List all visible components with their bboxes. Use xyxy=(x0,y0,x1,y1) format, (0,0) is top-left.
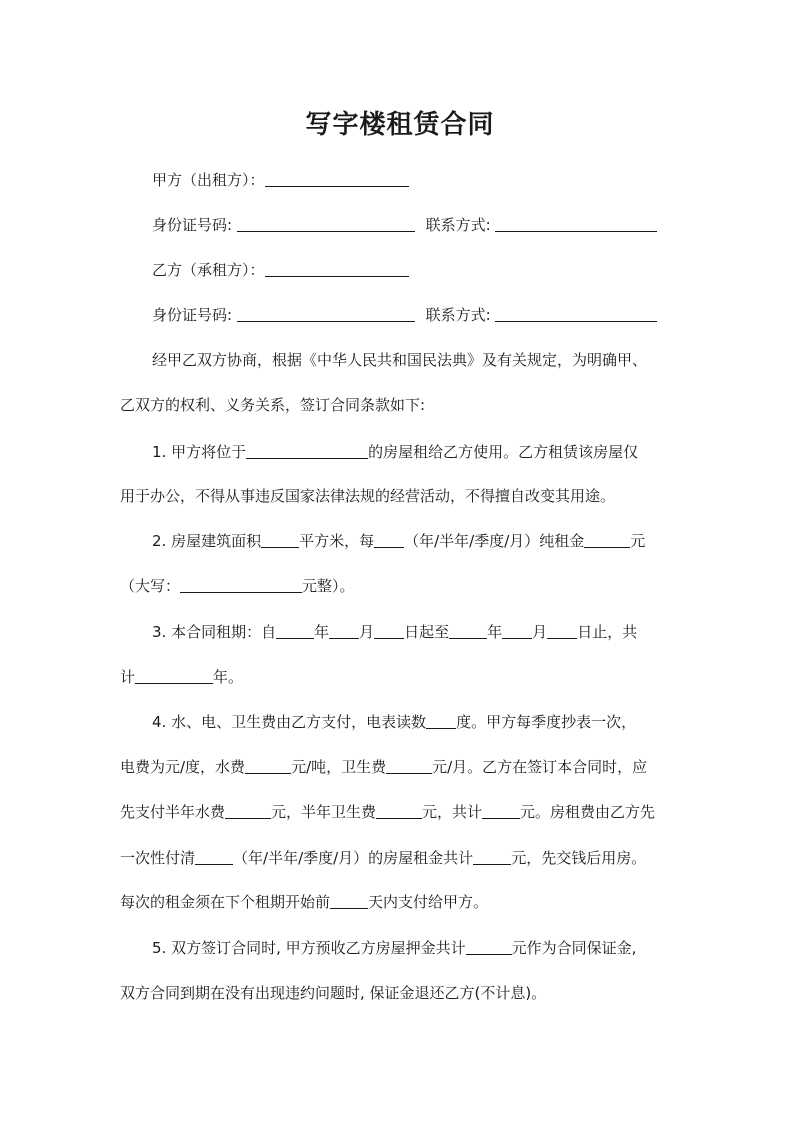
start-year-blank[interactable] xyxy=(276,623,314,639)
clause-5-number: 5. xyxy=(152,939,167,957)
clause-4-text: 元，先交钱后用房。 xyxy=(511,849,647,867)
document-title: 写字楼租赁合同 xyxy=(305,110,495,140)
clause-2-line-2 xyxy=(120,576,355,596)
clause-2-line-1 xyxy=(152,531,645,551)
clause-4-text: 元/吨，卫生费 xyxy=(291,758,387,776)
clause-4-text: 元，共计 xyxy=(422,803,483,821)
party-a-id-label: 身份证号码: xyxy=(152,216,233,234)
party-b-id-blank[interactable] xyxy=(237,306,415,322)
clause-1-text: 甲方将位于 xyxy=(171,443,247,461)
clause-3-text: 年。 xyxy=(213,668,244,686)
clause-4-number: 4. xyxy=(152,713,167,731)
party-b-id-label: 身份证号码: xyxy=(152,306,233,324)
clause-4-line-3 xyxy=(120,802,655,822)
clause-3-text: 日起至 xyxy=(404,623,450,641)
start-day-blank[interactable] xyxy=(374,623,404,639)
clause-2-text: 元整）。 xyxy=(302,577,355,595)
clause-3-line-1 xyxy=(152,622,637,642)
party-b-label: 乙方（承租方）： xyxy=(152,261,265,279)
intro-line-1: 经甲乙双方协商，根据《中华人民共和国民法典》及有关规定，为明确甲、 xyxy=(152,351,648,369)
clause-2-text: 元 xyxy=(630,532,646,550)
clause-4-text: 先支付半年水费 xyxy=(120,803,226,821)
clause-2-number: 2. xyxy=(152,532,167,550)
end-day-blank[interactable] xyxy=(547,623,577,639)
rent-amount-blank[interactable] xyxy=(584,532,630,548)
party-b-name-blank[interactable] xyxy=(265,261,409,277)
end-year-blank[interactable] xyxy=(449,623,487,639)
clause-1-number: 1. xyxy=(152,443,167,461)
half-year-sanitation-blank[interactable] xyxy=(376,803,422,819)
party-a-id-line xyxy=(152,215,657,235)
clause-4-text: 水、电、卫生费由乙方支付，电表读数 xyxy=(171,713,427,731)
payment-period-blank[interactable] xyxy=(195,849,233,865)
clause-4-text: 元。房租费由乙方先 xyxy=(520,803,656,821)
party-b-contact-label: 联系方式: xyxy=(425,306,491,324)
rent-uppercase-blank[interactable] xyxy=(180,577,302,593)
clause-1-line-2: 用于办公，不得从事违反国家法律法规的经营活动，不得擅自改变其用途。 xyxy=(120,487,616,505)
clause-5-line-1 xyxy=(152,938,636,958)
clause-2-text: （年/半年/季度/月）纯租金 xyxy=(404,532,585,550)
clause-3-text: 本合同租期：自 xyxy=(171,623,277,641)
clause-3-line-2 xyxy=(120,667,243,687)
party-b-contact-blank[interactable] xyxy=(495,306,657,322)
fee-total-blank[interactable] xyxy=(482,803,520,819)
party-b-id-line xyxy=(152,305,657,325)
party-a-label: 甲方（出租方）： xyxy=(152,171,265,189)
clause-4-text: （年/半年/季度/月）的房屋租金共计 xyxy=(233,849,474,867)
clause-3-text: 日止，共 xyxy=(577,623,638,641)
party-a-contact-blank[interactable] xyxy=(495,216,657,232)
clause-3-text: 年 xyxy=(487,623,503,641)
clause-4-text: 每次的租金须在下个租期开始前 xyxy=(120,893,331,911)
clause-2-text: 平方米，每 xyxy=(299,532,375,550)
clause-5-text: 元作为合同保证金, xyxy=(511,939,637,957)
half-year-water-blank[interactable] xyxy=(225,803,271,819)
sanitation-fee-blank[interactable] xyxy=(386,758,432,774)
start-month-blank[interactable] xyxy=(329,623,359,639)
clause-4-text: 度。甲方每季度抄表一次， xyxy=(456,713,637,731)
clause-3-text: 月 xyxy=(359,623,375,641)
clause-1-location-blank[interactable] xyxy=(246,443,368,459)
area-blank[interactable] xyxy=(261,532,299,548)
clause-3-text: 计 xyxy=(120,668,136,686)
party-a-id-blank[interactable] xyxy=(237,216,415,232)
clause-4-line-4 xyxy=(120,848,646,868)
clause-4-text: 元，半年卫生费 xyxy=(271,803,377,821)
rent-total-blank[interactable] xyxy=(473,849,511,865)
clause-3-number: 3. xyxy=(152,623,167,641)
clause-3-text: 月 xyxy=(532,623,548,641)
clause-4-line-5 xyxy=(120,892,488,912)
clause-5-line-2: 双方合同到期在没有出现违约问题时, 保证金退还乙方(不计息)。 xyxy=(120,984,547,1002)
clause-1-text: 的房屋租给乙方使用。乙方租赁该房屋仅 xyxy=(368,443,639,461)
clause-4-text: 元/月。乙方在签订本合同时，应 xyxy=(432,758,648,776)
clause-2-text: （大写： xyxy=(120,577,181,595)
end-month-blank[interactable] xyxy=(502,623,532,639)
total-years-blank[interactable] xyxy=(135,668,213,684)
clause-2-text: 房屋建筑面积 xyxy=(171,532,262,550)
clause-4-text: 一次性付清 xyxy=(120,849,196,867)
party-a-contact-label: 联系方式: xyxy=(425,216,491,234)
clause-5-text: 双方签订合同时, 甲方预收乙方房屋押金共计 xyxy=(171,939,466,957)
clause-4-text: 电费为元/度，水费 xyxy=(120,758,246,776)
clause-4-text: 天内支付给甲方。 xyxy=(368,893,489,911)
days-before-blank[interactable] xyxy=(330,893,368,909)
period-blank[interactable] xyxy=(374,532,404,548)
clause-4-line-1 xyxy=(152,712,636,732)
party-a-line xyxy=(152,170,409,190)
meter-reading-blank[interactable] xyxy=(426,713,456,729)
intro-line-2: 乙双方的权利、义务关系，签订合同条款如下: xyxy=(120,396,426,414)
clause-3-text: 年 xyxy=(314,623,330,641)
water-fee-blank[interactable] xyxy=(245,758,291,774)
deposit-blank[interactable] xyxy=(466,939,512,955)
party-a-name-blank[interactable] xyxy=(265,171,409,187)
party-b-line xyxy=(152,260,409,280)
clause-4-line-2 xyxy=(120,757,647,777)
clause-1-line-1 xyxy=(152,442,638,462)
